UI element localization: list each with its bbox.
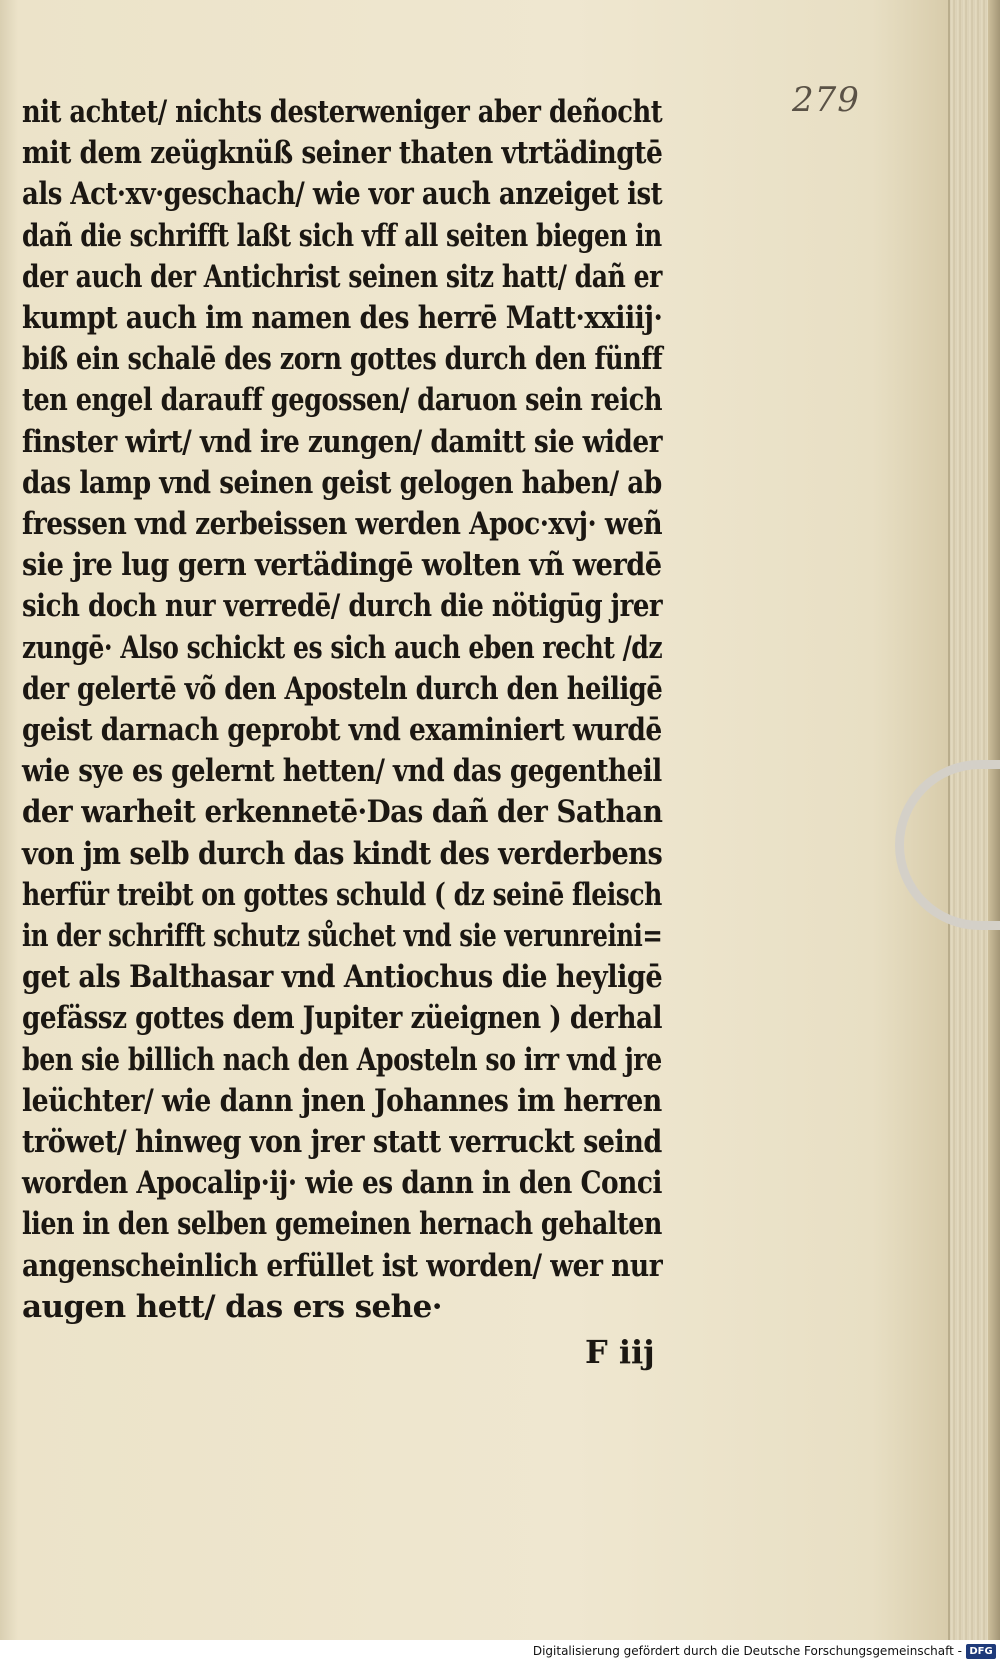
- text-line: geist darnach geprobt vnd examiniert wurdē: [22, 712, 662, 748]
- footer-credit: Digitalisierung gefördert durch die Deutsche Forschungsgemeinschaft -: [532, 1644, 962, 1658]
- text-line: biß ein schalē des zorn gottes durch den fünff: [22, 341, 663, 378]
- text-line: als Act·xv·geschach/ wie vor auch anzeiget ist: [22, 176, 663, 213]
- text-line: worden Apocalip·ij· wie es dann in den Conci: [22, 1165, 662, 1202]
- text-line: das lamp vnd seinen geist gelogen haben/ ab: [22, 464, 662, 501]
- text-line: augen hett/ das ers sehe·: [22, 1288, 442, 1325]
- body-text: [22, 92, 712, 1332]
- text-line: mit dem zeügknüß seiner thaten vtrtädingtē: [22, 135, 663, 172]
- text-line: wie sye es gelernt hetten/ vnd das gegentheil: [22, 753, 662, 790]
- text-line: gefässz gottes dem Jupiter züeignen ) derhal: [22, 1000, 663, 1037]
- text-line: tröwet/ hinweg von jrer statt verruckt seind: [22, 1124, 662, 1160]
- text-line: sie jre lug gern vertädingē wolten vñ werdē: [22, 547, 662, 584]
- text-line: fressen vnd zerbeissen werden Apoc·xvj· weñ: [22, 506, 663, 542]
- signature-mark: F iij: [585, 1333, 655, 1371]
- text-line: der warheit erkennetē·Das dañ der Sathan: [22, 794, 663, 831]
- text-line: der auch der Antichrist seinen sitz hatt/ dañ er: [22, 258, 662, 295]
- folio-number: 279: [792, 80, 860, 120]
- dfg-logo: DFG: [966, 1644, 996, 1659]
- text-line: von jm selb durch das kindt des verderbens: [22, 835, 663, 872]
- text-line: in der schrifft schutz sůchet vnd sie verunreini=: [22, 918, 663, 954]
- text-line: der gelertē võ den Aposteln durch den heiligē: [22, 670, 663, 707]
- text-line: lien in den selben gemeinen hernach gehalten: [22, 1206, 662, 1243]
- text-line: finster wirt/ vnd ire zungen/ damitt sie wider: [22, 423, 662, 460]
- text-line: get als Balthasar vnd Antiochus die heyligē: [22, 959, 663, 996]
- text-line: leüchter/ wie dann jnen Johannes im herren: [22, 1082, 662, 1119]
- text-line: nit achtet/ nichts desterweniger aber deñocht: [22, 94, 663, 130]
- text-line: dañ die schrifft laßt sich vff all seiten biegen in: [22, 217, 662, 254]
- text-line: sich doch nur verredē/ durch die nötigūg jrer: [22, 588, 663, 625]
- text-line: herfür treibt on gottes schuld ( dz seinē fleisch: [22, 876, 662, 913]
- text-line: kumpt auch im namen des herrē Matt·xxiiij·: [22, 300, 663, 336]
- text-line: angenscheinlich erfüllet ist worden/ wer nur: [22, 1247, 663, 1284]
- text-line: ben sie billich nach den Aposteln so irr vnd jre: [22, 1041, 662, 1078]
- text-line: ten engel darauff gegossen/ daruon sein reich: [22, 382, 662, 419]
- footer-bar: [0, 1640, 1000, 1665]
- text-line: zungē· Also schickt es sich auch eben recht /dz: [22, 629, 663, 666]
